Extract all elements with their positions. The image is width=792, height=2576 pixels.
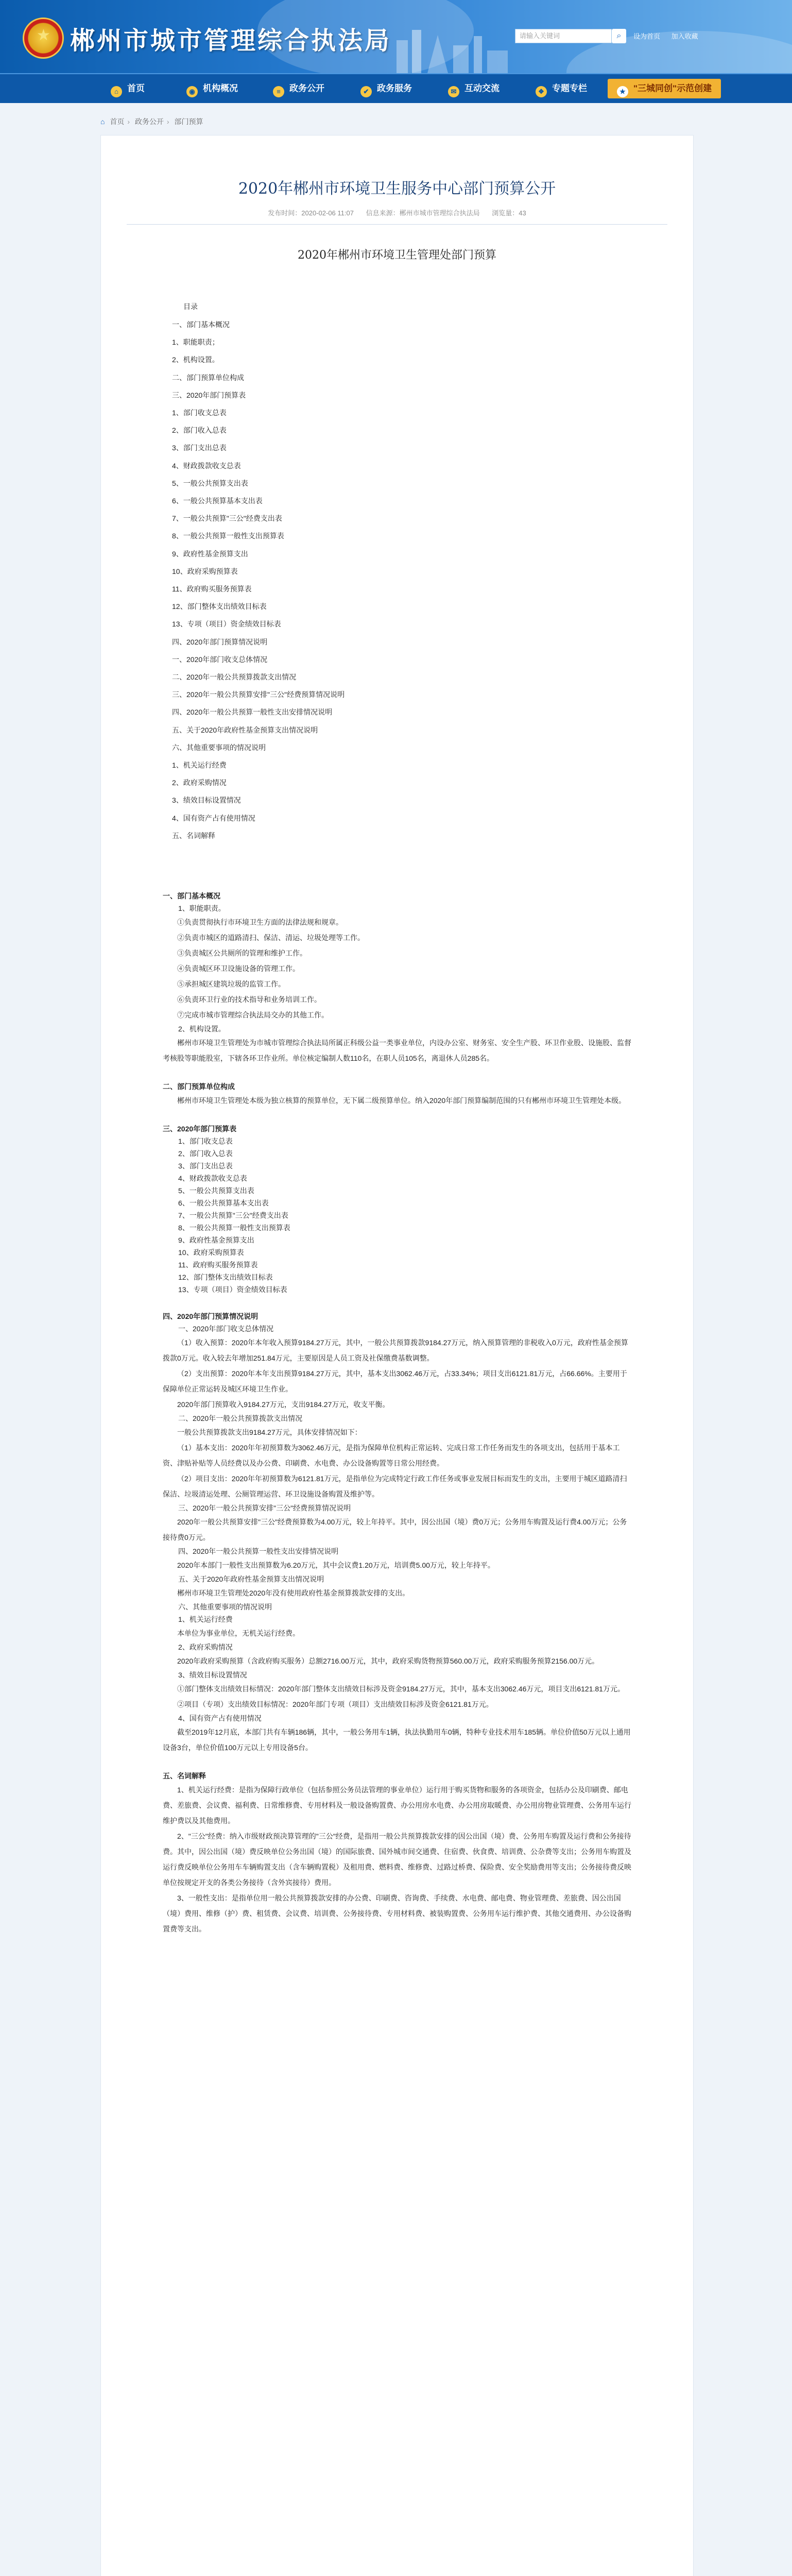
section-gap [163,1108,631,1115]
toc-item: 10、政府采购预算表 [172,567,238,575]
toc-item: 五、名词解释 [172,831,215,840]
body-paragraph: ④负责城区环卫设施设备的管理工作。 [177,964,300,973]
toc-item: 1、部门收支总表 [172,409,227,417]
section-gap [163,1755,631,1762]
nav-item-home[interactable]: ⌂ 首页 [111,74,145,103]
title-divider [127,224,667,225]
nav-item-service[interactable]: ✔ 政务服务 [360,74,412,103]
subsection-heading: 4、财政拨款收支总表 [178,1174,247,1183]
org-icon: ◉ [186,86,198,97]
body-paragraph: 2020年本部门一般性支出预算数为6.20万元，其中会议费1.20万元，培训费5.00万元，较上年持平。 [177,1561,495,1570]
toc-item: 一、2020年部门收支总体情况 [172,655,268,664]
topic-icon: ❖ [536,86,547,97]
subsection-heading: 二、2020年一般公共预算拨款支出情况 [178,1414,303,1423]
header-links [633,31,708,41]
toc-item: 三、2020年部门预算表 [172,391,246,399]
toc-item: 一、部门基本概况 [172,320,230,329]
article-title: 2020年郴州市环境卫生服务中心部门预算公开 [238,180,556,198]
body-paragraph: 2020年部门预算收入9184.27万元，支出9184.27万元，收支平衡。 [177,1400,390,1409]
body-paragraph: ③负责城区公共厕所的管理和维护工作。 [177,949,307,958]
breadcrumb-gov-affairs[interactable]: 政务公开 [134,117,164,126]
document-title: 2020年郴州市环境卫生管理处部门预算 [298,249,496,262]
subsection-heading: 1、职能职责。 [178,904,226,913]
subsection-heading: 11、政府购买服务预算表 [178,1261,258,1269]
subsection-heading: 8、一般公共预算一般性支出预算表 [178,1224,290,1232]
nav-item-three-city[interactable]: ★ "三城同创"示范创建 [608,79,721,98]
subsection-heading: 12、部门整体支出绩效目标表 [178,1273,273,1282]
body-paragraph: 2020年一般公共预算安排"三公"经费预算数为4.00万元，较上年持平。其中，因公出国（境）费0万元；公务用车购置及运行费4.00万元；公务接待费0万元。 [163,1518,627,1542]
body-paragraph: （1）基本支出：2020年年初预算数为3062.46万元，是指为保障单位机构正常运转、完成日常工作任务而发生的各项支出，包括用于基本工资、津贴补贴等人员经费以及办公费、印刷费、水电费、办公设备购置等日常公用经费。 [163,1444,620,1468]
subsection-heading: 7、一般公共预算"三公"经费支出表 [178,1211,288,1220]
toc-item: 4、财政拨款收支总表 [172,461,241,470]
breadcrumb-separator: › [127,117,130,126]
search-icon[interactable]: ⌕ [612,29,626,43]
subsection-heading: 13、专项（项目）资金绩效目标表 [178,1285,287,1294]
subsection-heading: 10、政府采购预算表 [178,1248,244,1257]
subsection-heading: 3、部门支出总表 [178,1162,233,1171]
site-title[interactable]: 郴州市城市管理综合执法局 [70,26,392,55]
toc-item: 四、2020年一般公共预算一般性支出安排情况说明 [172,708,333,717]
subsection-heading: 4、国有资产占有使用情况 [178,1714,262,1723]
body-paragraph: 2020年政府采购预算（含政府购买服务）总额2716.00万元，其中，政府采购货物预算560.00万元，政府采购服务预算2156.00万元。 [177,1657,599,1666]
body-paragraph: 3、一般性支出：是指单位用一般公共预算拨款安排的办公费、印刷费、咨询费、手续费、水电费、邮电费、物业管理费、差旅费、因公出国（境）费用、维修（护）费、租赁费、会议费、培训费、公务接待费、专用材料费、被装购置费、公务用车运行维护费、其他交通费用、办公设备购置费等支出。 [163,1894,631,1934]
publish-time: 发布时间：2020-02-06 11:07 [268,209,354,217]
breadcrumb [100,116,203,127]
section-heading: 三、2020年部门预算表 [163,1125,237,1133]
chat-icon: ✉ [448,86,459,97]
toc-item: 4、国有资产占有使用情况 [172,814,255,822]
toc-item: 12、部门整体支出绩效目标表 [172,602,267,611]
toc-item: 6、一般公共预算基本支出表 [172,497,263,505]
toc-item: 三、2020年一般公共预算安排"三公"经费预算情况说明 [172,690,345,699]
subsection-heading: 2、机构设置。 [178,1025,226,1033]
view-count: 浏览量：43 [492,209,526,217]
star-icon: ★ [617,86,628,97]
search-input[interactable]: 请输入关键词 [515,29,612,43]
site-header [0,0,792,73]
subsection-heading: 3、绩效目标设置情况 [178,1671,247,1680]
info-source: 信息来源：郴州市城市管理综合执法局 [366,209,480,217]
toc-item: 7、一般公共预算"三公"经费支出表 [172,514,282,523]
toc-item: 9、政府性基金预算支出 [172,549,248,558]
toc-item: 3、绩效目标设置情况 [172,796,241,805]
toc-item: 2、机构设置。 [172,355,219,364]
toc-item: 5、一般公共预算支出表 [172,479,248,487]
body-paragraph: 一般公共预算拨款支出9184.27万元，具体安排情况如下： [177,1428,362,1437]
body-paragraph: ②项目（专项）支出绩效目标情况：2020年部门专项（项目）支出绩效目标涉及资金6121.81万元。 [177,1700,493,1709]
service-icon: ✔ [360,86,372,97]
national-emblem-icon: ★ [23,18,64,59]
breadcrumb-budget[interactable]: 部门预算 [174,117,203,126]
toc-item: 二、2020年一般公共预算拨款支出情况 [172,673,297,682]
section-gap [163,1296,631,1303]
doc-icon: ≡ [273,86,284,97]
nav-item-topics[interactable]: ❖ 专题专栏 [536,74,587,103]
body-paragraph: 1、机关运行经费：是指为保障行政单位（包括参照公务员法管理的事业单位）运行用于购买货物和服务的各项资金，包括办公及印刷费、邮电费、差旅费、会议费、福利费、日常维修费、专用材料及一般设备购置费、办公用房水电费、办公用房取暖费、办公用房物业管理费、公务用车运行维护费以及其他费用。 [163,1786,631,1825]
subsection-heading: 五、关于2020年政府性基金预算支出情况说明 [178,1575,324,1584]
toc-item: 11、政府购买服务预算表 [172,585,252,594]
toc-item: 8、一般公共预算一般性支出预算表 [172,532,284,540]
toc-heading: 目录 [183,302,198,311]
subsection-heading: 六、其他重要事项的情况说明 [178,1603,272,1612]
body-paragraph: （1）收入预算：2020年本年收入预算9184.27万元，其中，一般公共预算拨款9184.27万元，纳入预算管理的非税收入0万元，政府性基金预算拨款0万元。收入较去年增加251.84万元，主要原因是人员工资及社保缴费基数调整。 [163,1338,628,1363]
city-skyline-illustration [391,25,515,73]
body-paragraph: 郴州市环境卫生管理处2020年没有使用政府性基金预算拨款安排的支出。 [177,1589,410,1598]
set-homepage-link[interactable]: 设为首页 [633,32,661,40]
section-gap [163,875,631,883]
subsection-heading: 1、机关运行经费 [178,1615,233,1624]
body-paragraph: 本单位为事业单位，无机关运行经费。 [177,1629,300,1638]
subsection-heading: 5、一般公共预算支出表 [178,1187,254,1195]
body-paragraph: ①负责贯彻执行市环境卫生方面的法律法规和规章。 [177,918,343,927]
subsection-heading: 6、一般公共预算基本支出表 [178,1199,269,1208]
body-paragraph: ⑤承担城区建筑垃圾的监管工作。 [177,980,285,989]
nav-item-org[interactable]: ◉ 机构概况 [186,74,238,103]
section-heading: 五、名词解释 [163,1772,206,1781]
toc-item: 2、政府采购情况 [172,778,227,787]
subsection-heading: 1、部门收支总表 [178,1137,233,1146]
subsection-heading: 三、2020年一般公共预算安排"三公"经费预算情况说明 [178,1504,351,1513]
article-meta [101,208,693,217]
section-spacer [163,844,631,875]
table-of-contents [163,316,631,844]
subsection-heading: 四、2020年一般公共预算一般性支出安排情况说明 [178,1547,339,1556]
document-sections [163,875,631,1937]
subsection-heading: 2、政府采购情况 [178,1643,233,1652]
body-paragraph: ⑥负责环卫行业的技术指导和业务培训工作。 [177,995,321,1004]
body-paragraph: 郴州市环境卫生管理处为市城市管理综合执法局所属正科级公益一类事业单位，内设办公室、财务室、安全生产股、环卫作业股、设施股、监督考核股等职能股室，下辖各环卫作业所。单位核定编制人数110名，在职人员105名，离退休人员285名。 [163,1039,631,1063]
body-paragraph: 2、"三公"经费：纳入市级财政预决算管理的"三公"经费，是指用一般公共预算拨款安排的因公出国（境）费、公务用车购置及运行费和公务接待费。其中，因公出国（境）费反映单位公务出国（境）的国际旅费、国外城市间交通费、住宿费、伙食费、培训费、公杂费等支出；公务用车购置及运行费反映单位公务用车车辆购置支出（含车辆购置税）及租用费、燃料费、维修费、过路过桥费、保险费、安全奖励费用等支出；公务接待费反映单位按规定开支的各类公务接待（含外宾接待）费用。 [163,1832,631,1887]
home-icon: ⌂ [111,86,122,97]
body-paragraph: 截至2019年12月底，本部门共有车辆186辆，其中，一般公务用车1辆，执法执勤用车0辆，特种专业技术用车185辆。单位价值50万元以上通用设备3台，单位价值100万元以上专用设备5台。 [163,1728,631,1752]
toc-item: 六、其他重要事项的情况说明 [172,743,266,752]
body-paragraph: （2）支出预算：2020年本年支出预算9184.27万元，其中，基本支出3062.46万元，占33.34%；项目支出6121.81万元，占66.66%。主要用于保障单位正常运转及城区环境卫生作业。 [163,1369,627,1394]
nav-item-interaction[interactable]: ✉ 互动交流 [448,74,500,103]
body-paragraph: ⑦完成市城市管理综合执法局交办的其他工作。 [177,1011,329,1020]
toc-item: 四、2020年部门预算情况说明 [172,637,268,646]
section-gap [163,1066,631,1073]
toc-item: 1、职能职责； [172,338,219,347]
toc-item: 二、部门预算单位构成 [172,373,244,382]
subsection-heading: 一、2020年部门收支总体情况 [178,1325,274,1333]
section-heading: 四、2020年部门预算情况说明 [163,1312,259,1321]
toc-item: 1、机关运行经费 [172,761,227,770]
section-heading: 二、部门预算单位构成 [163,1082,235,1091]
section-heading: 一、部门基本概况 [163,892,220,901]
breadcrumb-separator: › [166,117,169,126]
nav-item-gov-affairs[interactable]: ≡ 政务公开 [273,74,324,103]
toc-item: 2、部门收入总表 [172,426,227,435]
toc-item: 五、关于2020年政府性基金预算支出情况说明 [172,725,318,734]
main-nav [0,73,792,103]
toc-item: 3、部门支出总表 [172,444,227,452]
article-card [100,135,694,2576]
body-paragraph: 郴州市环境卫生管理处本级为独立核算的预算单位，无下属二级预算单位。纳入2020年部门预算编制范围的只有郴州市环境卫生管理处本级。 [177,1096,626,1105]
body-paragraph: （2）项目支出：2020年年初预算数为6121.81万元，是指单位为完成特定行政工作任务或事业发展目标而发生的支出，主要用于城区道路清扫保洁、垃圾清运处理、公厕管理运营、环卫设施设备购置及维护等。 [163,1475,627,1499]
subsection-heading: 2、部门收入总表 [178,1149,233,1158]
body-paragraph: ①部门整体支出绩效目标情况：2020年部门整体支出绩效目标涉及资金9184.27万元，其中，基本支出3062.46万元，项目支出6121.81万元。 [177,1685,625,1693]
toc-item: 13、专项（项目）资金绩效目标表 [172,620,281,629]
subsection-heading: 9、政府性基金预算支出 [178,1236,254,1245]
location-icon: ⌂ [100,117,105,126]
breadcrumb-home[interactable]: 首页 [110,117,125,126]
article-body [163,285,631,1937]
add-favorite-link[interactable]: 加入收藏 [671,32,698,40]
body-paragraph: ②负责市城区的道路清扫、保洁、清运、垃圾处理等工作。 [177,934,365,942]
